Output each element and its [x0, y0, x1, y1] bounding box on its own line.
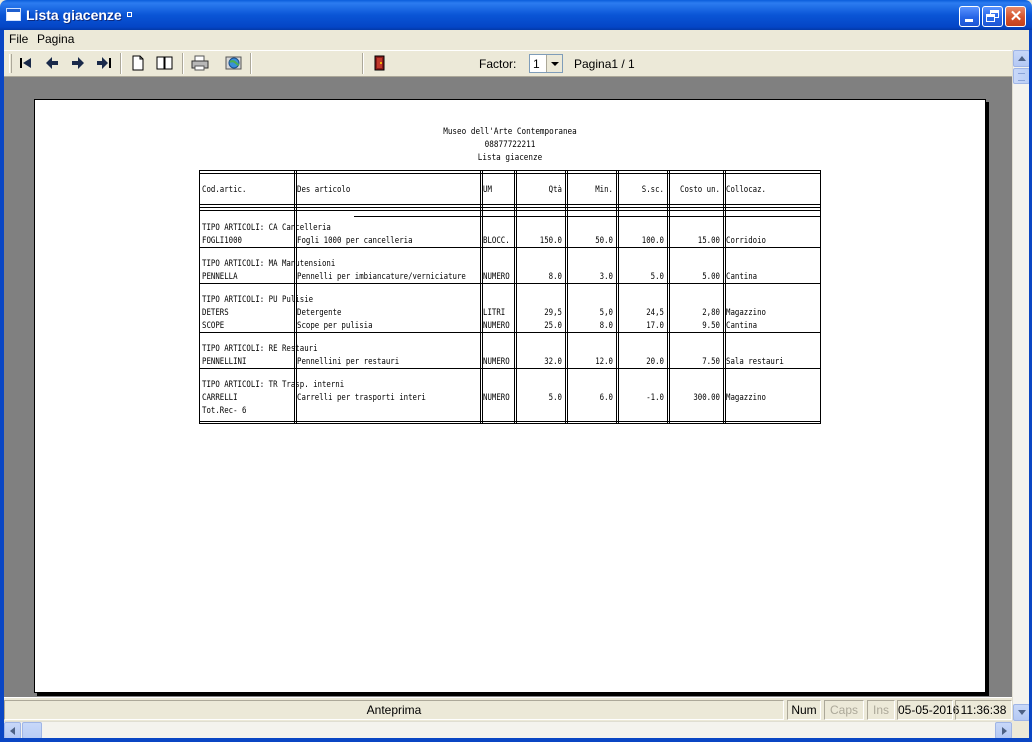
- column-rule: [567, 170, 568, 423]
- group-header: TIPO ARTICOLI: PU Pulisie: [202, 295, 314, 305]
- print-button[interactable]: [190, 54, 210, 72]
- table-cell: 5.0: [650, 272, 664, 282]
- table-cell: NUMERO: [483, 272, 510, 282]
- column-rule: [514, 170, 515, 423]
- table-cell: 50.0: [595, 236, 613, 246]
- table-cell: 5,0: [599, 308, 613, 318]
- status-main: Anteprima: [4, 700, 784, 720]
- table-cell: 6.0: [599, 393, 613, 403]
- group-header: TIPO ARTICOLI: CA Cancelleria: [202, 223, 331, 233]
- table-cell: Magazzino: [726, 393, 767, 403]
- table-cell: 300.00: [693, 393, 720, 403]
- table-cell: 8.0: [599, 321, 613, 331]
- toolbar-grip[interactable]: [9, 54, 12, 73]
- factor-select[interactable]: [529, 54, 563, 73]
- table-cell: LITRI: [483, 308, 506, 318]
- table-rule: [199, 421, 821, 422]
- window-frame-bottom: [0, 738, 1032, 742]
- group-header: TIPO ARTICOLI: TR Trasp. interni: [202, 380, 345, 390]
- previous-page-button[interactable]: [42, 54, 62, 72]
- table-rule: [199, 423, 821, 424]
- table-cell: BLOCC.: [483, 236, 510, 246]
- column-header: UM: [483, 185, 492, 195]
- scroll-down-button[interactable]: [1013, 704, 1030, 721]
- column-rule: [616, 170, 617, 423]
- table-cell: Magazzino: [726, 308, 767, 318]
- column-rule: [296, 170, 297, 423]
- table-cell: Cantina: [726, 272, 758, 282]
- column-rule: [723, 170, 724, 423]
- window-frame-left: [0, 30, 4, 742]
- table-cell: Carrelli per trasporti interi: [297, 393, 426, 403]
- table-cell: Scope per pulisia: [297, 321, 373, 331]
- table-rule: [199, 210, 821, 211]
- table-cell: SCOPE: [202, 321, 225, 331]
- table-cell: Corridoio: [726, 236, 767, 246]
- exit-button[interactable]: [370, 54, 390, 72]
- window-app-icon[interactable]: [6, 8, 21, 21]
- toolbar-separator: [362, 53, 364, 74]
- factor-label: Factor:: [479, 57, 517, 71]
- column-rule: [669, 170, 670, 423]
- toolbar: [4, 50, 1012, 77]
- column-rule: [199, 170, 200, 423]
- status-time: 11:36:38: [955, 700, 1012, 720]
- next-page-icon: [68, 54, 88, 72]
- table-cell: 24,5: [646, 308, 664, 318]
- first-page-icon: [16, 54, 36, 72]
- toolbar-separator: [120, 53, 122, 74]
- table-rule: [199, 247, 821, 248]
- status-caps: Caps: [824, 700, 864, 720]
- table-rule: [199, 204, 821, 205]
- horizontal-scrollbar[interactable]: [4, 721, 1012, 738]
- scroll-right-button[interactable]: [995, 722, 1012, 739]
- exit-door-icon: [370, 54, 390, 72]
- table-cell: 8.0: [548, 272, 562, 282]
- close-button[interactable]: [1005, 6, 1026, 27]
- total-records: Tot.Rec- 6: [202, 406, 247, 416]
- single-page-button[interactable]: [128, 54, 148, 72]
- previous-page-icon: [42, 54, 62, 72]
- column-rule: [294, 170, 295, 423]
- single-page-icon: [128, 54, 148, 72]
- two-pages-button[interactable]: [154, 54, 174, 72]
- table-cell: 9.50: [702, 321, 720, 331]
- next-page-button[interactable]: [68, 54, 88, 72]
- table-cell: Pennelli per imbiancature/verniciature: [297, 272, 466, 282]
- report-page: [34, 99, 986, 693]
- page-indicator: Pagina1 / 1: [574, 57, 635, 71]
- vertical-scroll-thumb[interactable]: [1013, 68, 1030, 84]
- table-cell: 20.0: [646, 357, 664, 367]
- table-cell: 150.0: [539, 236, 562, 246]
- column-rule: [565, 170, 566, 423]
- globe-export-icon: [224, 54, 244, 72]
- table-cell: NUMERO: [483, 357, 510, 367]
- table-cell: 3.0: [599, 272, 613, 282]
- minimize-icon: [965, 19, 973, 22]
- scroll-up-button[interactable]: [1013, 50, 1030, 67]
- table-rule: [199, 173, 821, 174]
- table-cell: 17.0: [646, 321, 664, 331]
- table-cell: 12.0: [595, 357, 613, 367]
- restore-button[interactable]: [982, 6, 1003, 27]
- table-rule: [199, 207, 821, 208]
- table-cell: 7.50: [702, 357, 720, 367]
- horizontal-scroll-thumb[interactable]: [22, 722, 42, 739]
- table-cell: Sala restauri: [726, 357, 784, 367]
- table-cell: 32.0: [544, 357, 562, 367]
- table-cell: 25.0: [544, 321, 562, 331]
- report-table: [199, 170, 821, 426]
- table-cell: Fogli 1000 per cancelleria: [297, 236, 413, 246]
- table-cell: 100.0: [641, 236, 664, 246]
- table-cell: NUMERO: [483, 393, 510, 403]
- minimize-button[interactable]: [959, 6, 980, 27]
- table-cell: 2,80: [702, 308, 720, 318]
- table-cell: -1.0: [646, 393, 664, 403]
- table-rule: [199, 368, 821, 369]
- status-num: Num: [787, 700, 821, 720]
- column-rule: [516, 170, 517, 423]
- table-cell: NUMERO: [483, 321, 510, 331]
- column-rule: [482, 170, 483, 423]
- table-cell: Pennellini per restauri: [297, 357, 400, 367]
- column-rule: [820, 170, 821, 423]
- table-cell: CARRELLI: [202, 393, 238, 403]
- table-rule: [199, 283, 821, 284]
- table-cell: 5.0: [548, 393, 562, 403]
- close-icon: ✕: [1009, 8, 1023, 25]
- column-rule: [667, 170, 668, 423]
- menu-file[interactable]: File: [9, 32, 29, 46]
- column-header: Collocaz.: [726, 185, 767, 195]
- column-rule: [480, 170, 481, 423]
- column-header: Costo un.: [679, 185, 720, 195]
- printer-icon: [190, 54, 210, 72]
- status-ins: Ins: [867, 700, 895, 720]
- column-header: Cod.artic.: [202, 185, 247, 195]
- report-phone: 08877722211: [484, 140, 536, 150]
- last-page-icon: [94, 54, 114, 72]
- group-header: TIPO ARTICOLI: RE Restauri: [202, 344, 318, 354]
- status-bar: [4, 697, 1012, 721]
- menu-bar: [0, 30, 1032, 50]
- table-cell: Cantina: [726, 321, 758, 331]
- table-rule: [199, 332, 821, 333]
- table-cell: 5.00: [702, 272, 720, 282]
- toolbar-separator: [250, 53, 252, 74]
- table-rule: [199, 170, 821, 171]
- column-header: Qtà: [548, 185, 562, 195]
- title-square-icon: [127, 12, 132, 17]
- report-title: Lista giacenze: [477, 153, 543, 163]
- column-rule: [725, 170, 726, 423]
- table-rule: [354, 216, 821, 217]
- scroll-left-button[interactable]: [4, 722, 21, 739]
- chevron-down-icon[interactable]: [546, 55, 562, 72]
- preview-area[interactable]: [4, 77, 1012, 697]
- table-cell: 29,5: [544, 308, 562, 318]
- last-page-button[interactable]: [94, 54, 114, 72]
- table-cell: Detergente: [297, 308, 342, 318]
- column-header: Min.: [595, 185, 613, 195]
- window-title: Lista giacenze: [26, 7, 132, 23]
- first-page-button[interactable]: [16, 54, 36, 72]
- vertical-scrollbar[interactable]: [1012, 50, 1029, 721]
- toolbar-separator: [182, 53, 184, 74]
- report-company: Museo dell'Arte Contemporanea: [443, 127, 577, 137]
- table-cell: PENNELLA: [202, 272, 238, 282]
- table-cell: PENNELLINI: [202, 357, 247, 367]
- menu-pagina[interactable]: Pagina: [37, 32, 75, 46]
- column-rule: [618, 170, 619, 423]
- two-pages-icon: [154, 54, 176, 72]
- column-header: Des articolo: [297, 185, 351, 195]
- group-header: TIPO ARTICOLI: MA Manutensioni: [202, 259, 336, 269]
- export-button[interactable]: [224, 54, 244, 72]
- column-header: S.sc.: [641, 185, 664, 195]
- title-bar[interactable]: [0, 0, 1032, 30]
- report: [35, 100, 987, 694]
- table-cell: DETERS: [202, 308, 229, 318]
- table-cell: 15.00: [697, 236, 720, 246]
- table-cell: FOGLI1000: [202, 236, 243, 246]
- factor-value: 1: [533, 57, 540, 71]
- status-date: 05-05-2016: [897, 700, 953, 720]
